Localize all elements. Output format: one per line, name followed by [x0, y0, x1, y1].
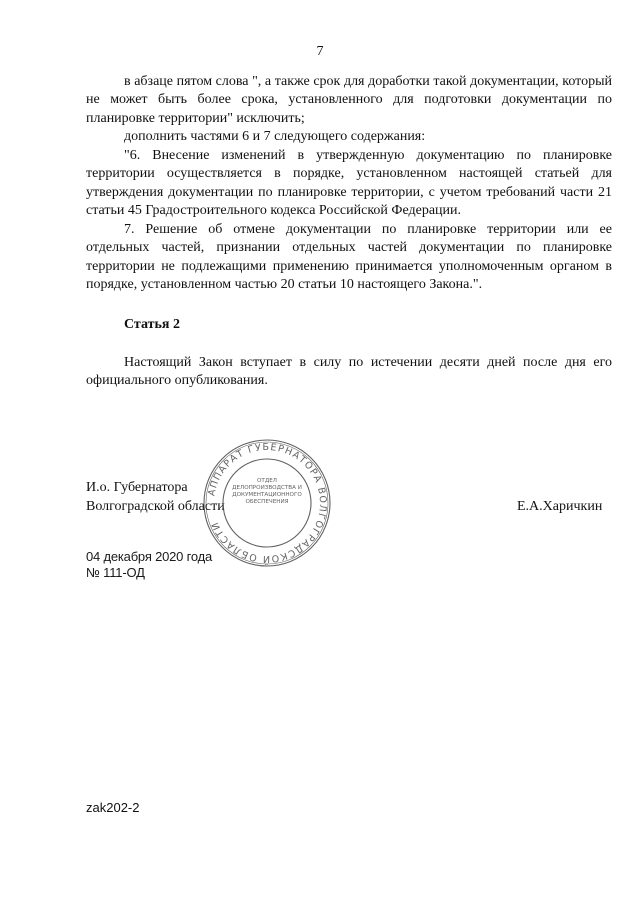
signing-date: 04 декабря 2020 года	[86, 549, 213, 564]
page-number: 7	[316, 44, 324, 59]
seal-outer-text: АППАРАТ ГУБЕРНАТОРА ВОЛГОГРАДСКОЙ ОБЛАСТИ	[206, 441, 329, 565]
paragraph-4: 7. Решение об отмене документации по планировке территории или ее отдельных частей, признании отдельных частей документации по планировке территории не подлежащими применению принимается уполномоченным органом в порядке, установленном частью 20 статьи 10 настоящего Закона.".	[86, 222, 612, 292]
seal-inner-text: ОТДЕЛ ДЕЛОПРОИЗВОДСТВА И ДОКУМЕНТАЦИОННОГО ОБЕСПЕЧЕНИЯ	[232, 478, 302, 505]
signing-details	[86, 549, 212, 581]
paragraph-1: в абзаце пятом слова ", а также срок для доработки такой документации, который не может быть более срока, установленного для подготовки документации по планировке территории" исключить;	[86, 74, 612, 126]
article-heading: Статья 2	[124, 317, 180, 332]
paragraph-2: дополнить частями 6 и 7 следующего содержания:	[124, 129, 426, 144]
law-number: № 111-ОД	[86, 565, 145, 580]
official-seal	[202, 438, 332, 568]
signatory-title-line2: Волгоградской области	[86, 499, 225, 514]
signatory-name: Е.А.Харичкин	[517, 499, 603, 514]
article-text: Настоящий Закон вступает в силу по истечении десяти дней после дня его официального опубликования.	[86, 355, 612, 389]
paragraph-3: "6. Внесение изменений в утвержденную документацию по планировке территории осуществляется в порядке, установленном настоящей статьей для утверждения документации по планировке территории, с учетом требований части 21 статьи 45 Градостроительного кодекса Российской Федерации.	[86, 148, 612, 218]
signatory-title-line1: И.о. Губернатора	[86, 480, 188, 495]
document-code: zak202-2	[86, 800, 140, 815]
